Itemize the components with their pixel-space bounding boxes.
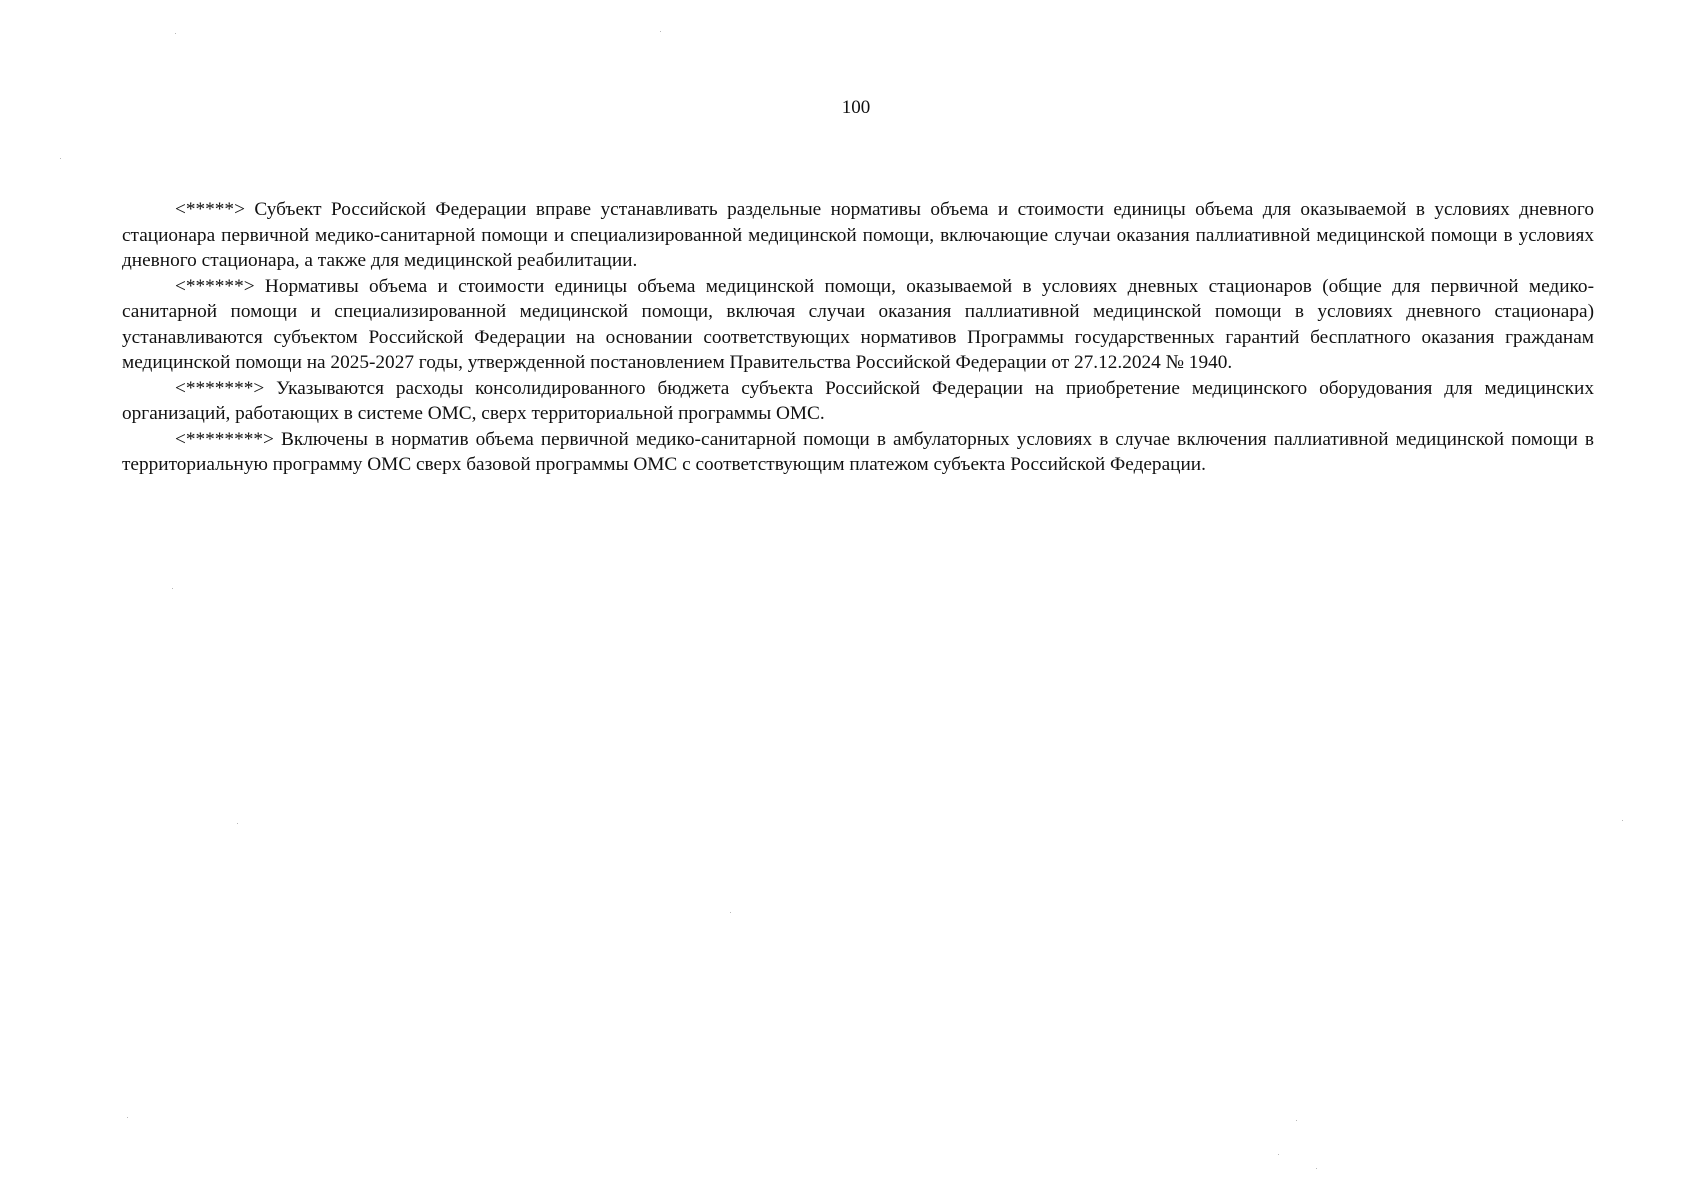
footnotes-block	[122, 197, 1594, 478]
footnote-marker: <*****>	[175, 199, 245, 220]
scan-speck	[127, 1117, 128, 1118]
scan-speck	[1278, 1154, 1279, 1155]
footnote-5	[122, 197, 1594, 274]
footnote-text: Нормативы объема и стоимости единицы объема медицинской помощи, оказываемой в условиях дневных стационаров (общие для первичной медико-санитарной помощи и специализированной медицинской помощи, включая случаи оказания паллиативной медицинской помощи в условиях дневного стационара) устанавливаются субъектом Российской Федерации на основании соответствующих нормативов Программы государственных гарантий бесплатного оказания гражданам медицинской помощи на 2025-2027 годы, утвержденной постановлением Правительства Российской Федерации от 27.12.2024 № 1940.	[122, 275, 1594, 373]
scan-speck	[730, 912, 731, 913]
footnote-marker: <********>	[175, 428, 274, 450]
footnote-7	[122, 376, 1594, 427]
footnote-6	[122, 274, 1594, 376]
scan-speck	[1316, 1168, 1317, 1169]
footnote-marker: <******>	[175, 275, 255, 297]
footnote-8	[122, 427, 1594, 478]
footnote-text: Включены в норматив объема первичной медико-санитарной помощи в амбулаторных условиях в случае включения паллиативной медицинской помощи в территориальную программу ОМС сверх базовой программы ОМС с соответствующим платежом субъекта Российской Федерации.	[122, 428, 1594, 475]
footnote-text: Субъект Российской Федерации вправе устанавливать раздельные нормативы объема и стоимости единицы объема для оказываемой в условиях дневного стационара первичной медико-санитарной помощи и специализированной медицинской помощи, включающие случаи оказания паллиативной медицинской помощи в условиях дневного стационара, а также для медицинской реабилитации.	[122, 199, 1594, 271]
scan-speck	[1622, 820, 1623, 821]
footnote-text: Указываются расходы консолидированного бюджета субъекта Российской Федерации на приобретение медицинского оборудования для медицинских организаций, работающих в системе ОМС, сверх территориальной программы ОМС.	[122, 377, 1594, 424]
scan-speck	[172, 588, 173, 589]
scan-speck	[60, 158, 61, 159]
page-number: 100	[841, 97, 871, 118]
scan-speck	[1296, 1120, 1297, 1121]
scan-speck	[175, 33, 176, 34]
scan-speck	[660, 31, 661, 32]
footnote-marker: <*******>	[175, 377, 265, 399]
scan-speck	[237, 823, 238, 824]
